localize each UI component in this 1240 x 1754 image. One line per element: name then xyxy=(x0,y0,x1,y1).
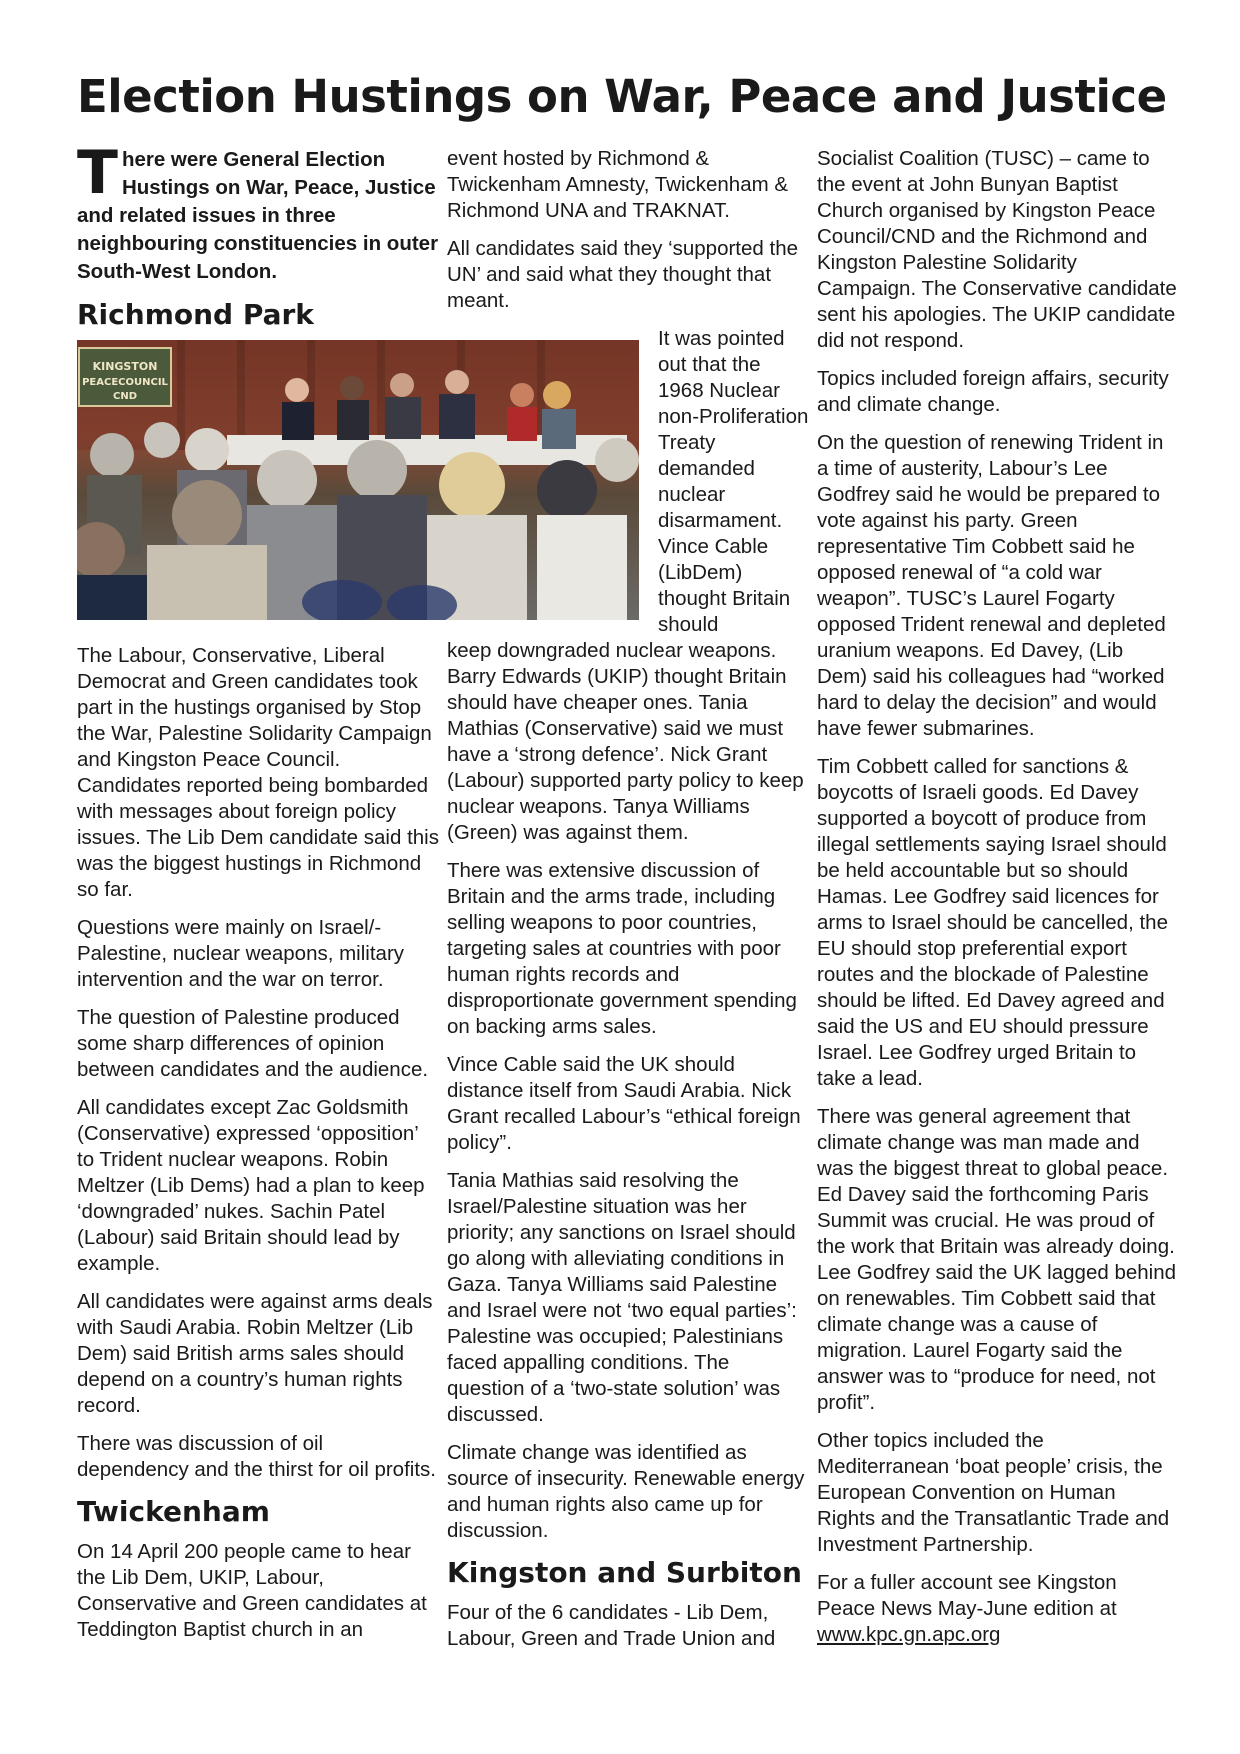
column-1-body xyxy=(77,643,439,1655)
twickenham-paragraph-6: Climate change was identified as source of insecurity. Renewable energy and human rights also came up for discussion. xyxy=(447,1441,805,1542)
svg-text:KINGSTON: KINGSTON xyxy=(92,360,158,373)
twickenham-paragraph-3: There was extensive discussion of Britain and the arms trade, including selling weapons to poor countries, targeting sales at countries with poor human rights records and disproportionate government spending on backing arms sales. xyxy=(447,859,797,1038)
intro-text: here were General Election Hustings on War, Peace, Justice and related issues in three neighbouring constituencies in outer South-West London. xyxy=(77,148,439,283)
footer-paragraph xyxy=(817,1570,1177,1648)
dropcap: T xyxy=(77,138,118,208)
richmond-paragraph-5: All candidates were against arms deals with Saudi Arabia. Robin Meltzer (Lib Dem) said British arms sales should depend on a country’s human rights record. xyxy=(77,1290,433,1417)
column-3 xyxy=(817,146,1177,1660)
heading-kingston-surbiton: Kingston and Surbiton xyxy=(447,1556,802,1589)
kpc-website-link[interactable]: www.kpc.gn.apc.org xyxy=(817,1623,1001,1646)
kingston-paragraph-4: Tim Cobbett called for sanctions & boycotts of Israeli goods. Ed Davey supported a boycott of produce from illegal settlements saying Israel should be held accountable but so should Hamas. Lee Godfrey said licences for arms to Israel should be cancelled, the EU should stop preferential export routes and the blockade of Palestine should be lifted. Ed Davey agreed and said the US and EU should pressure Israel. Lee Godfrey urged Britain to take a lead. xyxy=(817,755,1168,1090)
kingston-paragraph-5: There was general agreement that climate change was man made and was the biggest threat to global peace. Ed Davey said the forthcoming Paris Summit was crucial. He was proud of the work that Britain was already doing. Lee Godfrey said the UK lagged behind on renewables. Tim Cobbett said that climate change was a cause of migration. Laurel Fogarty said the answer was to “produce for need, not profit”. xyxy=(817,1105,1177,1414)
richmond-paragraph-3: The question of Palestine produced some sharp differences of opinion between candidates and the audience. xyxy=(77,1006,429,1081)
hustings-photo-image xyxy=(77,340,639,620)
footer-text: For a fuller account see Kingston Peace News May-June edition at xyxy=(817,1571,1117,1620)
hustings-photo xyxy=(77,340,639,620)
kingston-paragraph-6: Other topics included the Mediterranean ‘boat people’ crisis, the European Convention on Human Rights and the Transatlantic Trade and Investment Partnership. xyxy=(817,1429,1170,1556)
richmond-paragraph-4: All candidates except Zac Goldsmith (Conservative) expressed ‘opposition’ to Trident nuclear weapons. Robin Meltzer (Lib Dems) had a plan to keep ‘downgraded’ nukes. Sachin Patel (Labour) said Britain should lead by example. xyxy=(77,1096,425,1275)
twickenham-paragraph-4: Vince Cable said the UK should distance itself from Saudi Arabia. Nick Grant recalled Labour’s “ethical foreign policy”. xyxy=(447,1053,801,1154)
svg-text:CND: CND xyxy=(112,391,138,402)
richmond-paragraph-1: The Labour, Conservative, Liberal Democrat and Green candidates took part in the hustings organised by Stop the War, Palestine Solidarity Campaign and Kingston Peace Council. Candidates reported being bombarded with messages about foreign policy issues. The Lib Dem candidate said this was the biggest hustings in Richmond so far. xyxy=(77,644,439,901)
kingston-paragraph-cont: Socialist Coalition (TUSC) – came to the event at John Bunyan Baptist Church organised by Kingston Peace Council/CND and the Richmond and Kingston Palestine Solidarity Campaign. The Conservative candidate sent his apologies. The UKIP candidate did not respond. xyxy=(817,147,1177,352)
twickenham-paragraph-5: Tania Mathias said resolving the Israel/Palestine situation was her priority; any sanctions on Israel should go along with alleviating conditions in Gaza. Tanya Williams said Palestine and Israel were not ‘two equal parties’: Palestine was occupied; Palestinians faced appalling conditions. The question of a ‘two-state solution’ was discussed. xyxy=(447,1169,797,1426)
kingston-paragraph-start: Four of the 6 candidates - Lib Dem, Labour, Green and Trade Union and xyxy=(447,1601,776,1650)
column-2-body xyxy=(447,638,807,1664)
twickenham-paragraph-cont: event hosted by Richmond & Twickenham Amnesty, Twickenham & Richmond UNA and TRAKNAT. xyxy=(447,147,789,222)
intro-paragraph xyxy=(77,138,439,286)
page-title: Election Hustings on War, Peace and Justice xyxy=(77,70,1167,123)
kingston-paragraph-2: Topics included foreign affairs, security and climate change. xyxy=(817,367,1169,416)
column-2-top xyxy=(447,146,807,326)
twickenham-paragraph-2: All candidates said they ‘supported the UN’ and said what they thought that meant. xyxy=(447,237,799,312)
heading-twickenham: Twickenham xyxy=(77,1495,270,1528)
column-1 xyxy=(77,138,439,342)
twickenham-paragraph-start: On 14 April 200 people came to hear the Lib Dem, UKIP, Labour, Conservative and Green candidates at Teddington Baptist church in an xyxy=(77,1540,427,1641)
richmond-paragraph-6: There was discussion of oil dependency and the thirst for oil profits. xyxy=(77,1432,436,1481)
richmond-paragraph-2: Questions were mainly on Israel/-Palestine, nuclear weapons, military intervention and the war on terror. xyxy=(77,916,405,991)
twickenham-wrap-text: It was pointed out that the 1968 Nuclear non-Proliferation Treaty demanded nuclear disarmament. Vince Cable (LibDem) thought Britain should xyxy=(658,327,809,636)
kingston-paragraph-3: On the question of renewing Trident in a time of austerity, Labour’s Lee Godfrey said he would be prepared to vote against his party. Green representative Tim Cobbett said he opposed renewal of “a cold war weapon”. TUSC’s Laurel Fogarty opposed Trident renewal and depleted uranium weapons. Ed Davey, (Lib Dem) said his colleagues had “worked hard to delay the decision” and would have fewer submarines. xyxy=(817,431,1166,740)
svg-text:PEACECOUNCIL: PEACECOUNCIL xyxy=(82,377,168,388)
heading-richmond-park: Richmond Park xyxy=(77,298,314,331)
photo-wrap-text xyxy=(658,326,810,638)
twickenham-wrap-cont: keep downgraded nuclear weapons. Barry Edwards (UKIP) thought Britain should have cheaper ones. Tania Mathias (Conservative) said we must have a ‘strong defence’. Nick Grant (Labour) supported party policy to keep nuclear weapons. Tanya Williams (Green) was against them. xyxy=(447,639,804,844)
